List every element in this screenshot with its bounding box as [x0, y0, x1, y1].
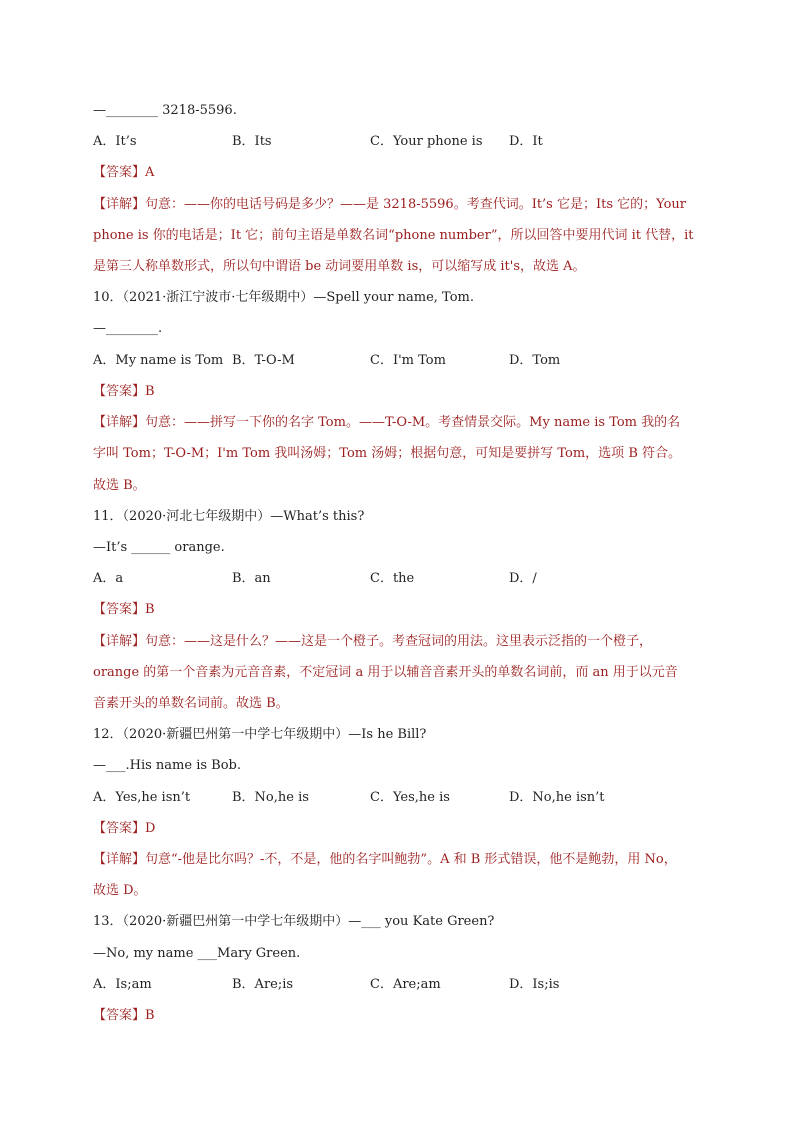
question-12-answer-line: —___.His name is Bob.	[93, 758, 242, 773]
option-d: D．Is;is	[509, 977, 560, 992]
question-13-answer-line: —No, my name ___Mary Green.	[93, 946, 301, 961]
question-11-answer-line: —It’s ______ orange.	[93, 540, 225, 555]
option-b: B．No,he is	[232, 790, 309, 805]
option-b: B．Are;is	[232, 977, 294, 992]
question-11-stem: 11．（2020·河北七年级期中）—What’s this?	[93, 509, 365, 524]
option-a: A．My name is Tom	[93, 353, 224, 368]
question-9-explanation-line: 是第三人称单数形式，所以句中谓语 be 动词要用单数 is，可以缩写成 it's，故选 A。	[93, 259, 586, 274]
option-c: C．the	[370, 571, 415, 586]
question-9-explanation-line: phone is 你的电话是；It 它；前句主语是单数名词“phone number”，所以回答中要用代词 it 代替，it	[93, 228, 694, 243]
option-c: C．Your phone is	[370, 134, 483, 149]
question-9-explanation-line: 【详解】句意：——你的电话号码是多少？——是 3218-5596。考查代词。It’s 它是；Its 它的；Your	[93, 197, 687, 212]
question-9-answer-line: —________ 3218-5596.	[93, 103, 237, 118]
question-10-stem: 10．（2021·浙江宁波市·七年级期中）—Spell your name, Tom.	[93, 290, 475, 305]
question-10-explanation-line: 故选 B。	[93, 478, 146, 493]
option-c: C．Yes,he is	[370, 790, 450, 805]
question-12-answer: 【答案】D	[93, 821, 156, 836]
option-b: B．an	[232, 571, 271, 586]
question-12-explanation-line: 【详解】句意“-他是比尔吗？-不，不是，他的名字叫鲍勃”。A 和 B 形式错误，他不是鲍勃，用 No，	[93, 852, 677, 867]
option-a: A．a	[93, 571, 124, 586]
option-c: C．Are;am	[370, 977, 441, 992]
question-10-answer: 【答案】B	[93, 384, 155, 399]
option-b: B．Its	[232, 134, 272, 149]
question-13-stem: 13．（2020·新疆巴州第一中学七年级期中）—___ you Kate Green?	[93, 914, 495, 929]
option-d: D．No,he isn’t	[509, 790, 605, 805]
option-d: D．Tom	[509, 353, 561, 368]
question-11-answer: 【答案】B	[93, 602, 155, 617]
question-9-answer: 【答案】A	[93, 165, 155, 180]
question-11-explanation-line: 【详解】句意：——这是什么？——这是一个橙子。考查冠词的用法。这里表示泛指的一个橙子，	[93, 634, 653, 649]
question-11-explanation-line: orange 的第一个音素为元音音素，不定冠词 a 用于以辅音音素开头的单数名词前，而 an 用于以元音	[93, 665, 678, 680]
question-11-explanation-line: 音素开头的单数名词前。故选 B。	[93, 696, 289, 711]
option-a: A．Is;am	[93, 977, 152, 992]
question-10-explanation-line: 【详解】句意：——拼写一下你的名字 Tom。——T-O-M。考查情景交际。My name is Tom 我的名	[93, 415, 681, 430]
question-10-answer-line: —________.	[93, 321, 163, 336]
question-10-explanation-line: 字叫 Tom；T-O-M；I'm Tom 我叫汤姆；Tom 汤姆；根据句意，可知是要拼写 Tom，选项 B 符合。	[93, 446, 682, 461]
option-c: C．I'm Tom	[370, 353, 446, 368]
question-12-stem: 12．（2020·新疆巴州第一中学七年级期中）—Is he Bill?	[93, 727, 427, 742]
option-a: A．Yes,he isn’t	[93, 790, 191, 805]
option-b: B．T-O-M	[232, 353, 295, 368]
question-12-explanation-line: 故选 D。	[93, 883, 147, 898]
option-d: D．/	[509, 571, 537, 586]
option-a: A．It’s	[93, 134, 137, 149]
option-d: D．It	[509, 134, 543, 149]
question-13-answer: 【答案】B	[93, 1008, 155, 1023]
